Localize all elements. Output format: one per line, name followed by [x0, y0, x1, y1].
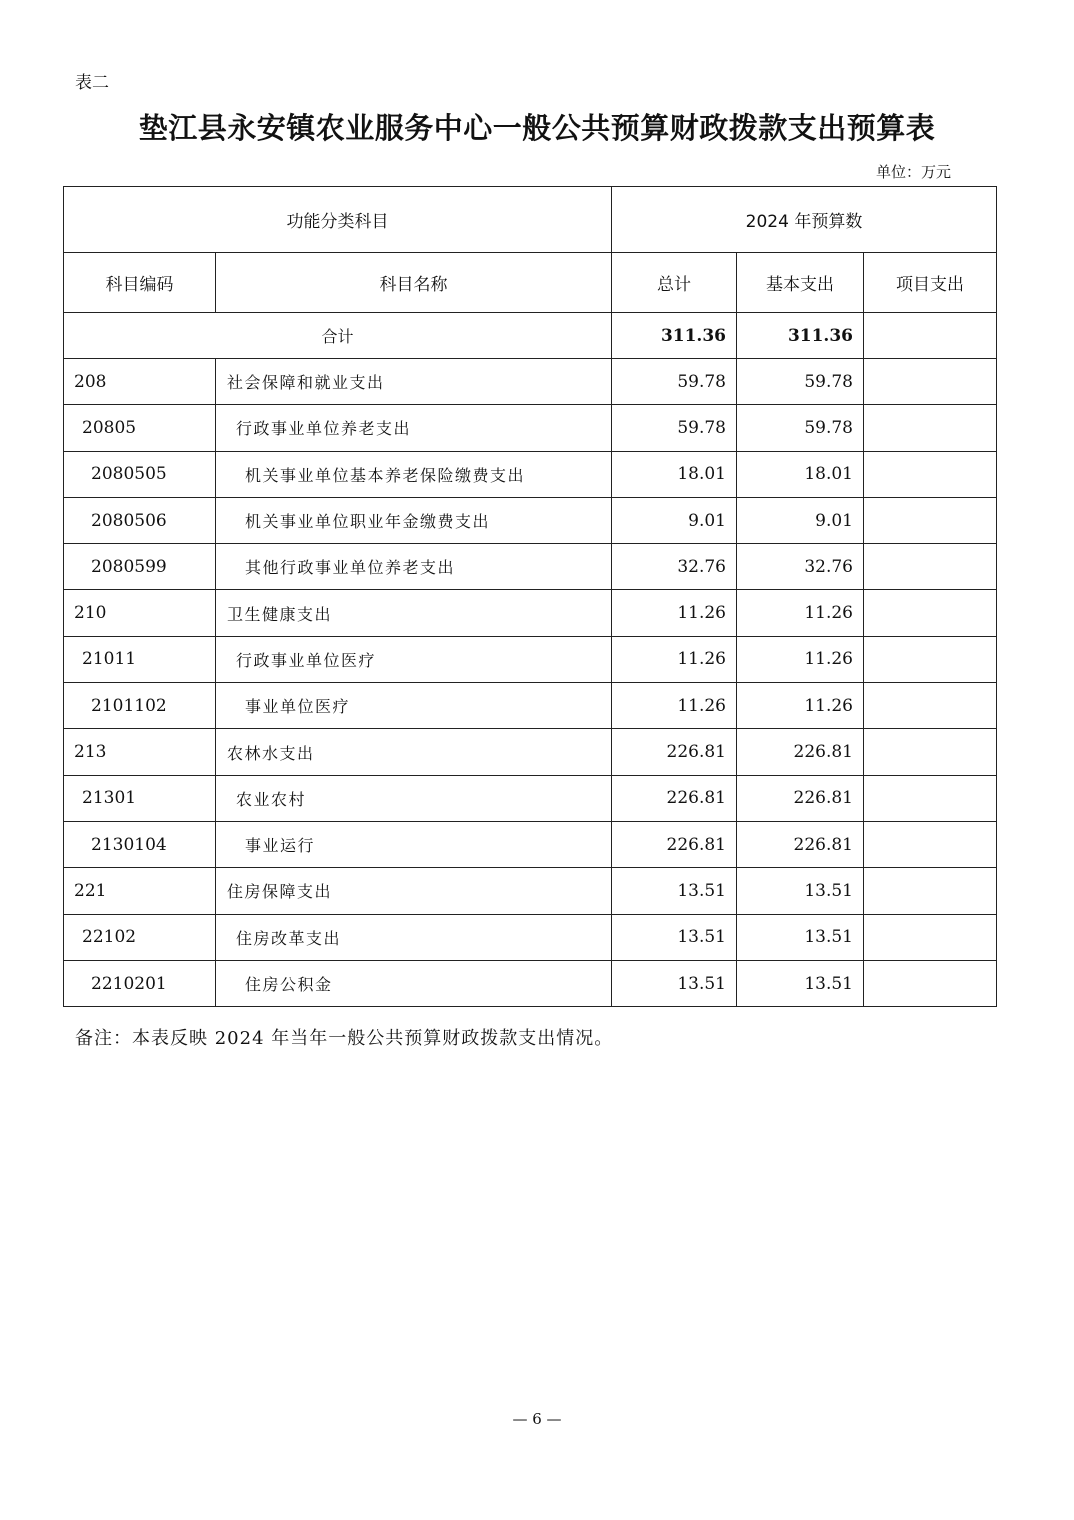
- row-total: 13.51: [612, 914, 737, 960]
- row-name: 卫生健康支出: [216, 590, 612, 636]
- row-total: 32.76: [612, 544, 737, 590]
- row-code: 2210201: [64, 960, 216, 1006]
- table-row: [64, 821, 997, 867]
- row-code: 208: [64, 359, 216, 405]
- row-basic: 11.26: [737, 636, 864, 682]
- row-code: 2080505: [64, 451, 216, 497]
- row-total: 11.26: [612, 683, 737, 729]
- row-name: 行政事业单位医疗: [216, 636, 612, 682]
- row-name: 事业运行: [216, 821, 612, 867]
- row-basic: 32.76: [737, 544, 864, 590]
- row-project: [864, 914, 997, 960]
- row-basic: 226.81: [737, 821, 864, 867]
- row-code: 2080506: [64, 497, 216, 543]
- row-project: [864, 960, 997, 1006]
- table-row: [64, 636, 997, 682]
- total-project: [864, 313, 997, 359]
- header-row-1: [64, 187, 997, 253]
- row-project: [864, 775, 997, 821]
- budget-table: [63, 186, 997, 1007]
- header-total: 总计: [612, 253, 737, 313]
- header-category: 功能分类科目: [64, 187, 612, 253]
- row-total: 226.81: [612, 821, 737, 867]
- table-row: [64, 683, 997, 729]
- table-row: [64, 451, 997, 497]
- row-total: 59.78: [612, 359, 737, 405]
- row-name: 农林水支出: [216, 729, 612, 775]
- row-project: [864, 544, 997, 590]
- row-project: [864, 636, 997, 682]
- unit-label: 单位：万元: [876, 163, 952, 181]
- table-row: [64, 359, 997, 405]
- row-project: [864, 451, 997, 497]
- row-project: [864, 590, 997, 636]
- row-basic: 18.01: [737, 451, 864, 497]
- row-code: 2080599: [64, 544, 216, 590]
- row-project: [864, 729, 997, 775]
- row-code: 213: [64, 729, 216, 775]
- footnote: 备注：本表反映 2024 年当年一般公共预算财政拨款支出情况。: [75, 1028, 614, 1049]
- row-name: 行政事业单位养老支出: [216, 405, 612, 451]
- row-total: 59.78: [612, 405, 737, 451]
- table-row: [64, 544, 997, 590]
- row-name: 住房公积金: [216, 960, 612, 1006]
- row-name: 事业单位医疗: [216, 683, 612, 729]
- header-project: 项目支出: [864, 253, 997, 313]
- header-code: 科目编码: [64, 253, 216, 313]
- table-row: [64, 590, 997, 636]
- row-total: 9.01: [612, 497, 737, 543]
- row-name: 农业农村: [216, 775, 612, 821]
- row-code: 2101102: [64, 683, 216, 729]
- row-basic: 59.78: [737, 359, 864, 405]
- table-row: [64, 868, 997, 914]
- table-body: [64, 359, 997, 1007]
- total-row: [64, 313, 997, 359]
- table-row: [64, 775, 997, 821]
- row-code: 22102: [64, 914, 216, 960]
- row-name: 机关事业单位基本养老保险缴费支出: [216, 451, 612, 497]
- header-name: 科目名称: [216, 253, 612, 313]
- row-name: 机关事业单位职业年金缴费支出: [216, 497, 612, 543]
- row-total: 18.01: [612, 451, 737, 497]
- row-project: [864, 359, 997, 405]
- row-project: [864, 405, 997, 451]
- row-total: 226.81: [612, 729, 737, 775]
- page-number: — 6 —: [512, 1410, 562, 1428]
- total-total: 311.36: [612, 313, 737, 359]
- table-row: [64, 960, 997, 1006]
- row-basic: 226.81: [737, 775, 864, 821]
- table-row: [64, 729, 997, 775]
- row-code: 210: [64, 590, 216, 636]
- row-code: 221: [64, 868, 216, 914]
- row-basic: 11.26: [737, 590, 864, 636]
- row-code: 20805: [64, 405, 216, 451]
- row-project: [864, 497, 997, 543]
- row-name: 社会保障和就业支出: [216, 359, 612, 405]
- header-basic: 基本支出: [737, 253, 864, 313]
- row-total: 11.26: [612, 636, 737, 682]
- row-basic: 59.78: [737, 405, 864, 451]
- total-label: 合计: [64, 313, 612, 359]
- table-label: 表二: [75, 73, 109, 93]
- total-basic: 311.36: [737, 313, 864, 359]
- row-basic: 13.51: [737, 914, 864, 960]
- row-basic: 11.26: [737, 683, 864, 729]
- page-title: 垫江县永安镇农业服务中心一般公共预算财政拨款支出预算表: [138, 111, 936, 145]
- row-basic: 13.51: [737, 868, 864, 914]
- row-basic: 226.81: [737, 729, 864, 775]
- table-row: [64, 405, 997, 451]
- header-budget-year: 2024 年预算数: [612, 187, 997, 253]
- row-basic: 9.01: [737, 497, 864, 543]
- row-code: 21011: [64, 636, 216, 682]
- row-project: [864, 868, 997, 914]
- row-code: 21301: [64, 775, 216, 821]
- row-total: 13.51: [612, 868, 737, 914]
- row-code: 2130104: [64, 821, 216, 867]
- row-name: 住房保障支出: [216, 868, 612, 914]
- row-name: 住房改革支出: [216, 914, 612, 960]
- row-total: 11.26: [612, 590, 737, 636]
- table-row: [64, 497, 997, 543]
- row-total: 226.81: [612, 775, 737, 821]
- table-row: [64, 914, 997, 960]
- row-total: 13.51: [612, 960, 737, 1006]
- row-basic: 13.51: [737, 960, 864, 1006]
- row-project: [864, 683, 997, 729]
- row-project: [864, 821, 997, 867]
- header-row-2: [64, 253, 997, 313]
- row-name: 其他行政事业单位养老支出: [216, 544, 612, 590]
